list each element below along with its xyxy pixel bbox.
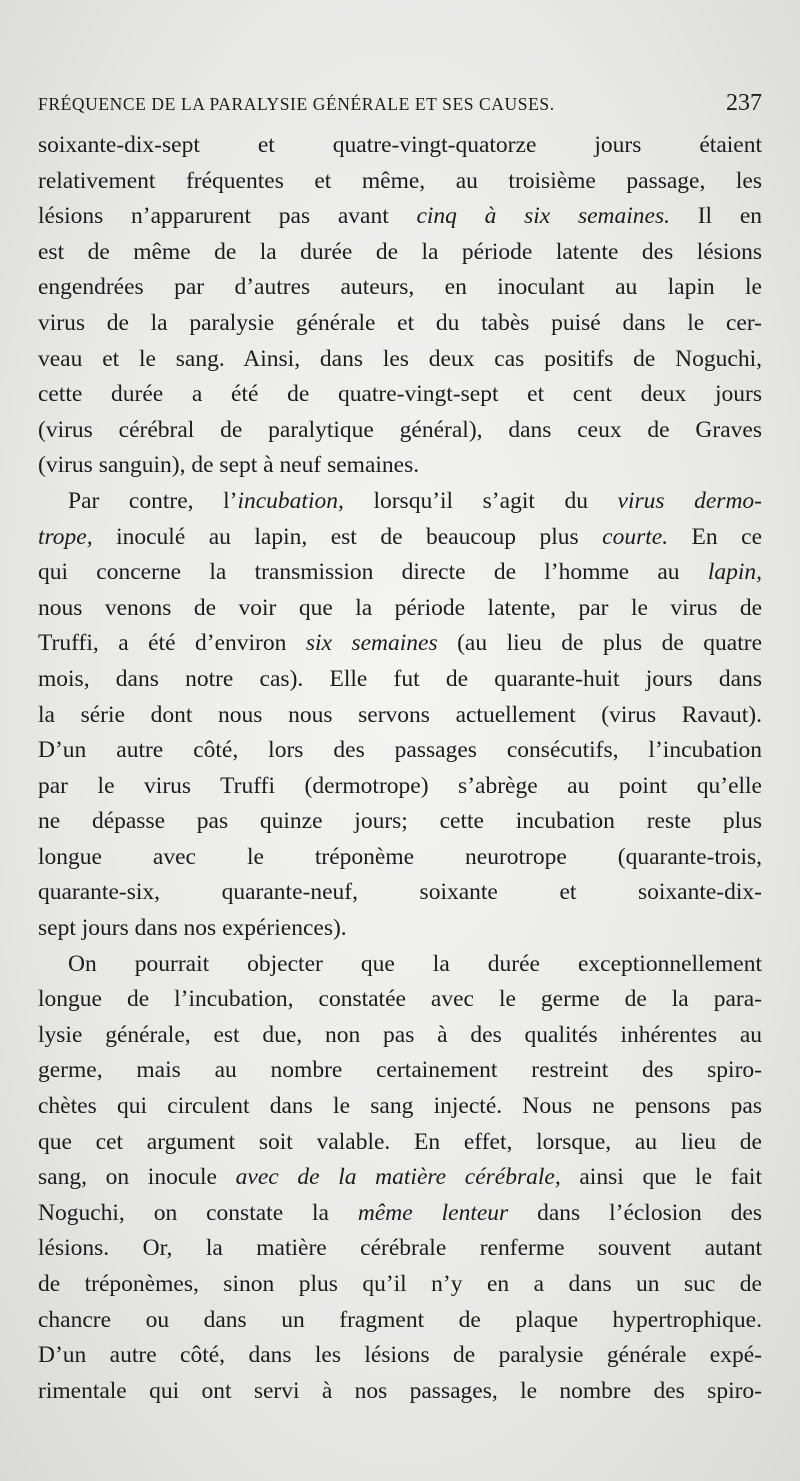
italic-segment: cinq à six semaines. [416, 203, 670, 230]
italic-segment: avec de la matière cérébrale, [235, 1164, 561, 1191]
text-segment: D’un autre côté, dans les lésions de paralysie générale expé- [38, 1342, 762, 1369]
text-segment: Noguchi, on constate la [38, 1199, 358, 1226]
text-line [38, 128, 762, 164]
text-line [38, 769, 762, 805]
text-line [38, 733, 762, 769]
text-line [38, 698, 762, 734]
text-segment: En ce [668, 523, 762, 550]
text-segment: lysie générale, est due, non pas à des qualités inhérentes au [38, 1021, 762, 1048]
text-segment: (virus cérébral de paralytique général), dans ceux de Graves [38, 416, 762, 443]
text-segment: Par contre, l’ [68, 487, 238, 514]
text-line [38, 947, 762, 983]
text-line [38, 235, 762, 271]
text-segment: soixante-dix-sept et quatre-vingt-quatorze jours étaient [38, 132, 762, 158]
text-line [38, 875, 762, 911]
text-line [38, 1089, 762, 1125]
text-line [38, 448, 762, 484]
text-line [38, 1053, 762, 1089]
text-line [38, 982, 762, 1018]
text-line [38, 804, 762, 840]
text-line [38, 1231, 762, 1267]
italic-segment: lapin, [707, 559, 762, 586]
text-segment: (au lieu de plus de quatre [437, 630, 763, 657]
italic-segment: courte. [602, 523, 669, 550]
text-line [38, 1374, 762, 1410]
text-line [38, 840, 762, 876]
text-segment: relativement fréquentes et même, au troisième passage, les [38, 167, 762, 194]
text-segment: dans l’éclosion des [508, 1199, 762, 1226]
italic-segment: incubation, [237, 487, 344, 514]
italic-segment: même lenteur [357, 1199, 509, 1226]
text-line [38, 1338, 762, 1374]
text-segment: la série dont nous nous servons actuellement (virus Ravaut). [38, 701, 762, 728]
text-line [38, 342, 762, 378]
page-number: 237 [726, 90, 762, 116]
text-line [38, 484, 762, 520]
italic-segment: six semaines [305, 630, 438, 657]
italic-segment: trope, [38, 523, 93, 550]
text-segment: engendrées par d’autres auteurs, en inoculant au lapin le [38, 274, 762, 301]
text-line [38, 626, 762, 662]
text-line [38, 306, 762, 342]
text-segment: par le virus Truffi (dermotrope) s’abrège au point qu’elle [38, 772, 762, 799]
text-segment: lésions. Or, la matière cérébrale renferme souvent autant [38, 1235, 762, 1262]
text-segment: longue de l’incubation, constatée avec le germe de la para- [38, 986, 762, 1013]
text-line [38, 377, 762, 413]
text-segment: inoculé au lapin, est de beaucoup plus [92, 523, 603, 550]
text-segment: D’un autre côté, lors des passages consécutifs, l’incubation [38, 737, 762, 764]
text-segment: nous venons de voir que la période latente, par le virus de [38, 594, 762, 621]
running-head: FRÉQUENCE DE LA PARALYSIE GÉNÉRALE ET SES CAUSES. [38, 94, 555, 114]
text-line [38, 164, 762, 200]
text-segment: ainsi que le fait [560, 1164, 762, 1191]
text-line [38, 199, 762, 235]
text-line [38, 911, 762, 947]
text-segment: longue avec le tréponème neurotrope (quarante-trois, [38, 843, 762, 870]
text-line [38, 520, 762, 556]
text-segment: chètes qui circulent dans le sang injecté. Nous ne pensons pas [38, 1093, 762, 1120]
text-line [38, 1303, 762, 1339]
text-segment: quarante-six, quarante-neuf, soixante et soixante-dix- [38, 879, 762, 906]
text-segment: cette durée a été de quatre-vingt-sept et cent deux jours [38, 381, 762, 408]
text-line [38, 1160, 762, 1196]
body-text [38, 128, 762, 1409]
text-line [38, 1196, 762, 1232]
text-line [38, 555, 762, 591]
text-segment: que cet argument soit valable. En effet, lorsque, au lieu de [38, 1128, 762, 1155]
text-line [38, 662, 762, 698]
text-line [38, 591, 762, 627]
text-segment: ne dépasse pas quinze jours; cette incubation reste plus [38, 808, 762, 835]
page-header [38, 92, 762, 122]
text-segment: germe, mais au nombre certainement restreint des spiro- [38, 1057, 762, 1084]
text-line [38, 1018, 762, 1054]
text-segment: qui concerne la transmission directe de l’homme au [38, 559, 708, 586]
text-segment: sept jours dans nos expériences). [38, 915, 347, 942]
text-line [38, 1125, 762, 1161]
text-segment: veau et le sang. Ainsi, dans les deux cas positifs de Noguchi, [38, 345, 762, 372]
text-segment: lésions n’apparurent pas avant [38, 203, 417, 230]
text-segment: chancre ou dans un fragment de plaque hypertrophique. [38, 1306, 762, 1333]
text-segment: de tréponèmes, sinon plus qu’il n’y en a dans un suc de [38, 1271, 762, 1297]
text-segment: (virus sanguin), de sept à neuf semaines. [38, 452, 420, 479]
text-segment: mois, dans notre cas). Elle fut de quarante-huit jours dans [38, 665, 762, 692]
text-segment: lorsqu’il s’agit du [343, 487, 618, 514]
text-line [38, 270, 762, 306]
text-line [38, 413, 762, 449]
text-segment: Il en [670, 203, 762, 230]
italic-segment: virus dermo- [617, 487, 763, 514]
text-segment: rimentale qui ont servi à nos passages, le nombre des spiro- [38, 1377, 762, 1404]
text-segment: virus de la paralysie générale et du tabès puisé dans le cer- [38, 309, 762, 336]
text-segment: Truffi, a été d’environ [38, 630, 306, 657]
text-line [38, 1267, 762, 1303]
text-segment: On pourrait objecter que la durée exceptionnellement [68, 950, 762, 977]
text-segment: est de même de la durée de la période latente des lésions [38, 238, 762, 265]
text-segment: sang, on inocule [38, 1164, 236, 1191]
